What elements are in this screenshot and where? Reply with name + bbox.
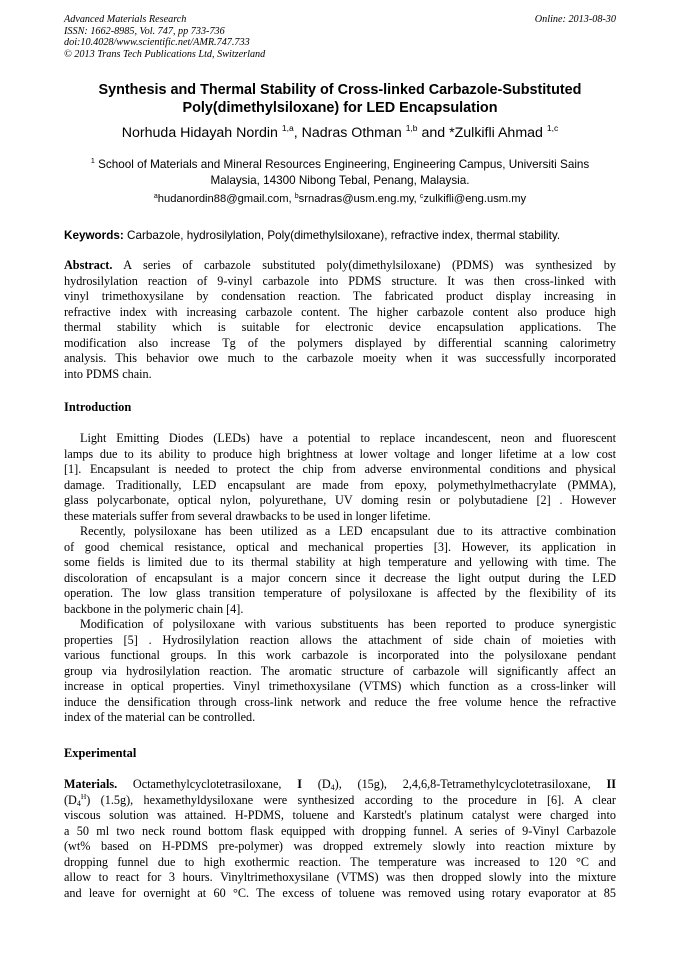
superscript: H	[80, 791, 87, 801]
materials-text: (D	[302, 777, 331, 791]
text-line: discoloration of encapsulant is a major concern since it decrease the light output during the LED	[64, 570, 616, 585]
abstract-line: thermal stability which is suitable for electronic device encapsulation applications. The	[64, 320, 616, 334]
materials-text: ), (15g), 2,4,6,8-Tetramethylcyclotetrasiloxane,	[334, 777, 607, 791]
online-date: Online: 2013-08-30	[534, 14, 616, 25]
author-3: and *Zulkifli Ahmad	[417, 125, 547, 141]
text-line: operation. The low glass transition temperature of polysiloxane is affected by the flexibility of its	[64, 586, 616, 600]
text-line: induce the densification through cross-link network and reduce the free volume hence the refractive	[64, 694, 616, 709]
affiliation-line-1	[64, 157, 616, 173]
email-b: srnadras@usm.eng.my,	[298, 193, 420, 205]
text-line	[64, 777, 616, 793]
journal-name: Advanced Materials Research	[64, 14, 187, 25]
email-c: zulkifli@eng.usm.my	[423, 193, 527, 205]
subscript: 4	[76, 798, 81, 808]
text-line: index of the material can be controlled.	[64, 710, 256, 724]
affiliation-line-2: Malaysia, 14300 Nibong Tebal, Penang, Malaysia.	[210, 174, 470, 187]
author-emails	[64, 192, 616, 207]
abstract-line: refractive index with increasing carbazole content. The higher carbazole content also produce high	[64, 304, 616, 319]
text-line: Recently, polysiloxane has been utilized as a LED encapsulant due to its attractive combination	[80, 524, 616, 538]
email-a: hudanordin88@gmail.com,	[157, 193, 295, 205]
doi-line: doi:10.4028/www.scientific.net/AMR.747.733	[64, 37, 250, 49]
keywords-label: Keywords:	[64, 229, 124, 242]
text-line: group via hydrosilylation reaction. The aromatic structure of carbazole will significantly affect an	[64, 663, 616, 678]
text-line: a 50 ml two neck round bottom flask equipped with dropping funnel. A series of 9-Vinyl Carbazole	[64, 823, 616, 838]
introduction-paragraph-3	[64, 617, 616, 726]
paper-title	[64, 82, 616, 117]
text-line	[64, 793, 616, 809]
email-a-marker: a	[153, 193, 158, 200]
email-b-marker: b	[294, 193, 299, 200]
text-line: Modification of polysiloxane with various substituents has been reported to produce synergistic	[80, 617, 616, 631]
abstract-line	[64, 258, 616, 274]
subscript: 4	[330, 783, 335, 792]
text-line: [1]. Encapsulant is needed to protect the chip from adverse environmental conditions and physical	[64, 462, 616, 476]
materials-label: Materials.	[64, 777, 118, 791]
abstract-line: into PDMS chain.	[64, 366, 152, 381]
text-line: dropping funnel due to high exothermic reaction. The temperature was increased to 120 °C and	[64, 854, 616, 869]
copyright-line: © 2013 Trans Tech Publications Ltd, Switzerland	[64, 48, 266, 60]
title-line-2: Poly(dimethylsiloxane) for LED Encapsulation	[182, 99, 498, 116]
text-line: Light Emitting Diodes (LEDs) have a potential to replace incandescent, neon and fluorescent	[80, 431, 616, 445]
text-line: some fields is limited due to its thermal stability at high temperature and yellowing with time. The	[64, 555, 616, 569]
compound-2-label: II	[606, 777, 616, 791]
text-line: of good chemical resistance, optical and mechanical properties [3]. However, its application in	[64, 539, 616, 554]
abstract-label: Abstract.	[64, 258, 113, 272]
abstract-line: analysis. This behavior owe much to the carbazole moeity when it was successfully incorporated	[64, 351, 616, 365]
author-2: , Nadras Othman	[293, 125, 406, 141]
title-line-1: Synthesis and Thermal Stability of Cross-linked Carbazole-Substituted	[98, 82, 582, 98]
text-line: allow to react for 3 hours. Vinyltrimethoxysilane (VTMS) was then dropped slowly into the mixture	[64, 870, 616, 884]
text-line: glass polycarbonate, optical nylon, polyurethane, UV doming resin or polybutadiene [2] . However	[64, 493, 616, 507]
text-line: backbone in the polymeric chain [4].	[64, 601, 244, 616]
text-line: lamps due to its ability to produce high brightness at lower voltage and longer lifetime at a low cost	[64, 446, 616, 461]
materials-text: Octamethylcyclotetrasiloxane,	[117, 777, 298, 791]
author-list	[64, 124, 616, 142]
text-line: viscous solution was attained. H-PDMS, toluene and Karstedt's platinum catalyst were charged into	[64, 808, 616, 822]
text-line: these materials suffer from several drawbacks to be used in longer lifetime.	[64, 508, 431, 523]
author-1: Norhuda Hidayah Nordin	[121, 125, 282, 141]
text-line: damage. Traditionally, LED encapsulant are made from epoxy, polymethylmethacrylate (PMMA),	[64, 477, 616, 492]
author-1-affiliation: 1,a	[281, 123, 294, 133]
author-3-affiliation: 1,c	[546, 123, 559, 133]
materials-text: (D	[64, 792, 77, 807]
experimental-heading: Experimental	[64, 746, 137, 760]
introduction-paragraph-1	[64, 431, 616, 524]
keywords-text: Carbazole, hydrosilylation, Poly(dimethylsiloxane), refractive index, thermal stability.	[123, 229, 561, 242]
abstract	[64, 258, 616, 382]
materials-text: ) (1.5g), hexamethyldysiloxane were synthesized according to the procedure in [6]. A clear	[86, 792, 616, 807]
affiliation-marker: 1	[90, 156, 95, 165]
text-line: various functional groups. In this work carbazole is incorporated into the polysiloxane pendant	[64, 648, 616, 662]
journal-header	[64, 14, 616, 60]
text-line: properties [5] . Hydrosilylation reaction allows the attachment of side chain of moieties with	[64, 632, 616, 647]
abstract-line-text: A series of carbazole substituted poly(dimethylsiloxane) (PDMS) was synthesized by	[112, 258, 616, 272]
author-2-affiliation: 1,b	[405, 123, 418, 133]
text-line: increase in optical properties. Vinyl trimethoxysilane (VTMS) which function as a cross-linker will	[64, 679, 616, 693]
abstract-line: hydrosilylation reaction of 9-vinyl carbazole into PDMS structure. It was then cross-linked with	[64, 273, 616, 288]
issn-line: ISSN: 1662-8985, Vol. 747, pp 733-736	[64, 25, 225, 37]
text-line: and leave for overnight at 60 °C. The excess of toluene was removed using rotary evaporator at 85	[64, 885, 616, 900]
introduction-heading: Introduction	[64, 400, 132, 414]
compound-1-label: I	[297, 777, 302, 791]
keywords	[64, 228, 616, 243]
email-c-marker: c	[419, 193, 424, 200]
abstract-line: modification also increase Tg of the polymers displayed by differential scanning calorimetry	[64, 335, 616, 350]
abstract-line: vinyl trimethoxysilane by condensation reaction. The fabricated product display increasing in	[64, 289, 616, 303]
affiliation	[64, 157, 616, 189]
materials-paragraph	[64, 777, 616, 901]
text-line: (wt% based on H-PDMS pre-polymer) was dropped extremely slowly into reaction mixture by	[64, 839, 616, 853]
introduction-paragraph-2	[64, 524, 616, 617]
affiliation-text-1: School of Materials and Mineral Resources Engineering, Engineering Campus, Universiti Sains	[94, 158, 590, 171]
